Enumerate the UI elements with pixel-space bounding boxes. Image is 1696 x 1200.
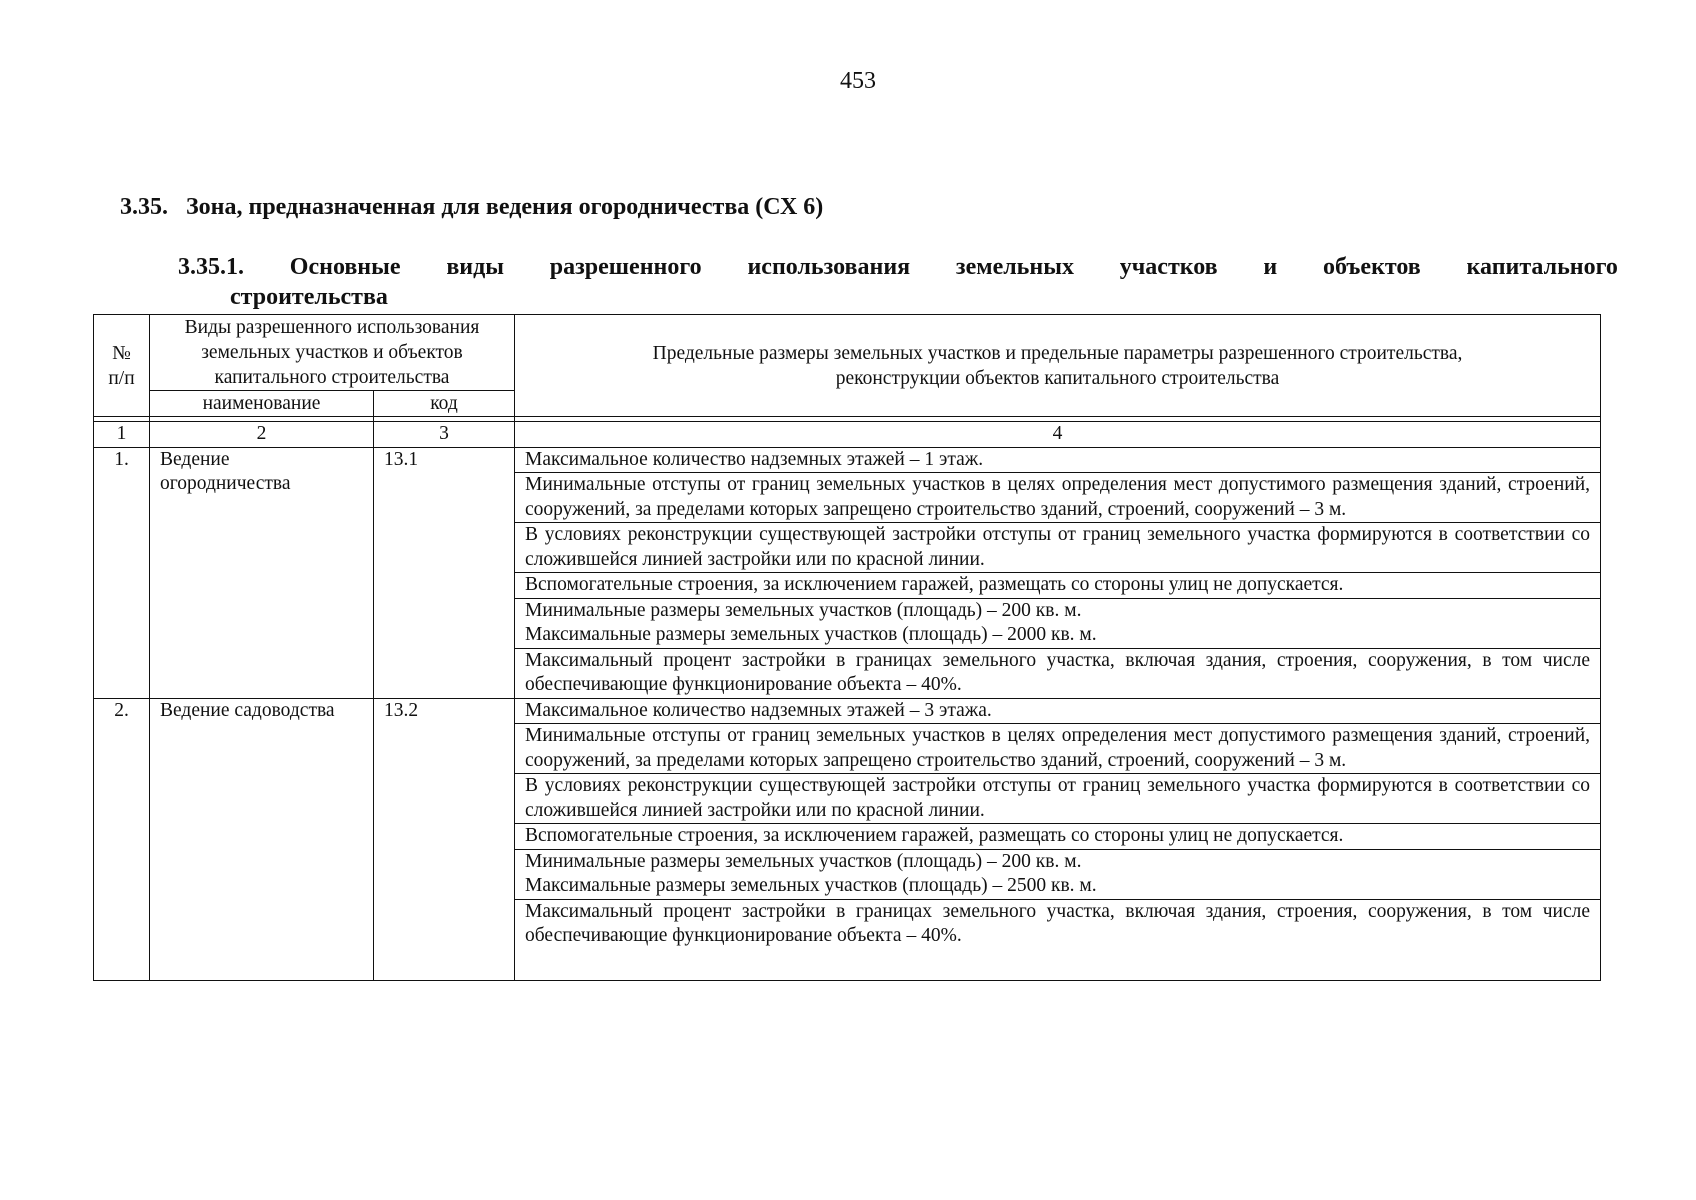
page-number: 453	[840, 68, 876, 94]
param-cell: В условиях реконструкции существующей застройки отступы от границ земельного участка формируются в соответствии со сложившейся линией застройки или по красной линии.	[515, 523, 1601, 573]
param-cell: Максимальное количество надземных этажей – 1 этаж.	[515, 447, 1601, 473]
row-name: Ведение огородничества	[150, 447, 374, 698]
land-use-table	[93, 314, 1601, 981]
row-number: 1.	[94, 447, 150, 698]
subsection-title-line2: строительства	[230, 284, 388, 310]
header-code: код	[374, 391, 515, 417]
param-cell: Максимальный процент застройки в границах земельного участка, включая здания, строения, сооружения, в том числе обеспечивающие функционирование объекта – 40%.	[515, 648, 1601, 698]
param-cell: Вспомогательные строения, за исключением гаражей, размещать со стороны улиц не допускается.	[515, 824, 1601, 850]
param-cell: Минимальные отступы от границ земельных участков в целях определения мест допустимого размещения зданий, строений, сооружений, за пределами которых запрещено строительство зданий, строений, сооружений – 3 м.	[515, 724, 1601, 774]
header-name: наименование	[150, 391, 374, 417]
column-number: 4	[515, 422, 1601, 448]
param-cell: В условиях реконструкции существующей застройки отступы от границ земельного участка формируются в соответствии со сложившейся линией застройки или по красной линии.	[515, 774, 1601, 824]
row-number: 2.	[94, 698, 150, 980]
header-num: № п/п	[94, 315, 150, 417]
section-title	[120, 194, 823, 221]
param-cell: Вспомогательные строения, за исключением гаражей, размещать со стороны улиц не допускается.	[515, 573, 1601, 599]
column-number: 2	[150, 422, 374, 448]
param-cell: Максимальное количество надземных этажей – 3 этажа.	[515, 698, 1601, 724]
subsection-title	[178, 252, 1618, 312]
row-name: Ведение садоводства	[150, 698, 374, 980]
param-cell: Минимальные размеры земельных участков (площадь) – 200 кв. м. Максимальные размеры земельных участков (площадь) – 2500 кв. м.	[515, 849, 1601, 899]
subsection-word: разрешенного	[549, 254, 702, 280]
column-number: 3	[374, 422, 515, 448]
header-types: Виды разрешенного использования земельных участков и объектов капитального строительства	[150, 315, 515, 391]
row-code: 13.2	[374, 698, 515, 980]
subsection-title-line1	[178, 252, 1618, 282]
column-number: 1	[94, 422, 150, 448]
subsection-word: использования	[747, 254, 911, 280]
subsection-number: 3.35.1.	[178, 254, 244, 280]
param-cell: Минимальные отступы от границ земельных участков в целях определения мест допустимого размещения зданий, строений, сооружений, за пределами которых запрещено строительство зданий, строений, сооружений – 3 м.	[515, 473, 1601, 523]
subsection-word: капитального	[1466, 254, 1618, 280]
section-title-text: Зона, предназначенная для ведения огородничества (СХ 6)	[186, 194, 824, 220]
subsection-word: виды	[446, 254, 504, 280]
row-code: 13.1	[374, 447, 515, 698]
section-number: 3.35.	[120, 194, 168, 220]
param-cell: Максимальный процент застройки в границах земельного участка, включая здания, строения, сооружения, в том числе обеспечивающие функционирование объекта – 40%.	[515, 899, 1601, 980]
subsection-word: участков	[1119, 254, 1218, 280]
subsection-word: объектов	[1323, 254, 1421, 280]
subsection-word: Основные	[289, 254, 401, 280]
table-row	[94, 698, 1601, 724]
header-params: Предельные размеры земельных участков и предельные параметры разрешенного строительства, реконструкции объектов капитального строительства	[515, 315, 1601, 417]
subsection-word: земельных	[955, 254, 1074, 280]
table-row	[94, 447, 1601, 473]
subsection-word: и	[1263, 254, 1278, 280]
param-cell: Минимальные размеры земельных участков (площадь) – 200 кв. м. Максимальные размеры земельных участков (площадь) – 2000 кв. м.	[515, 598, 1601, 648]
